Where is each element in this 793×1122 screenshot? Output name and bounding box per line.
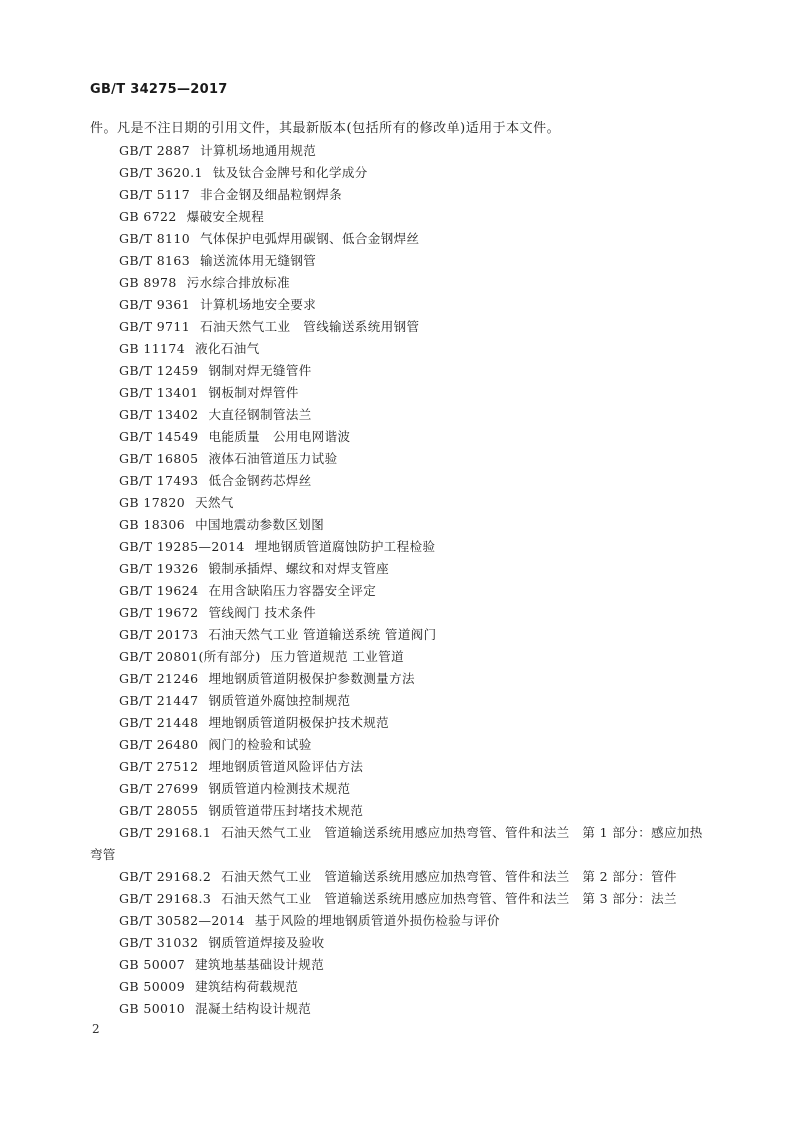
reference-item bbox=[90, 932, 710, 954]
document-code-header: GB/T 34275—2017 bbox=[90, 82, 228, 97]
reference-code: GB/T 2887 bbox=[119, 143, 191, 158]
reference-code: GB/T 29168.1 bbox=[119, 825, 212, 840]
reference-item bbox=[90, 382, 710, 404]
reference-code: GB 8978 bbox=[119, 275, 177, 290]
reference-item bbox=[90, 734, 710, 756]
normative-references-list bbox=[90, 140, 710, 1020]
reference-title: 钢质管道外腐蚀控制规范 bbox=[208, 693, 351, 708]
reference-code: GB 50009 bbox=[119, 979, 186, 994]
reference-item bbox=[90, 712, 710, 734]
reference-item bbox=[90, 338, 710, 360]
reference-item bbox=[90, 162, 710, 184]
reference-title: 中国地震动参数区划图 bbox=[195, 517, 325, 532]
reference-code: GB 11174 bbox=[119, 341, 186, 356]
reference-item bbox=[90, 800, 710, 822]
reference-title: 污水综合排放标准 bbox=[186, 275, 290, 290]
reference-item bbox=[90, 492, 710, 514]
reference-title: 气体保护电弧焊用碳钢、低合金钢焊丝 bbox=[200, 231, 420, 246]
reference-title: 管线阀门 技术条件 bbox=[208, 605, 317, 620]
reference-code: GB/T 19672 bbox=[119, 605, 199, 620]
reference-title: 钢质管道带压封堵技术规范 bbox=[208, 803, 364, 818]
reference-title: 计算机场地安全要求 bbox=[200, 297, 317, 312]
reference-item bbox=[90, 206, 710, 228]
reference-title: 非合金钢及细晶粒钢焊条 bbox=[200, 187, 343, 202]
reference-code: GB/T 9711 bbox=[119, 319, 191, 334]
reference-title: 液化石油气 bbox=[195, 341, 260, 356]
reference-item bbox=[90, 272, 710, 294]
reference-title: 石油天然气工业 管道输送系统用感应加热弯管、管件和法兰 第 2 部分：管件 bbox=[221, 869, 677, 884]
reference-item bbox=[90, 624, 710, 646]
reference-title: 电能质量 公用电网谐波 bbox=[208, 429, 351, 444]
reference-title: 石油天然气工业 管道输送系统 管道阀门 bbox=[208, 627, 437, 642]
reference-item bbox=[90, 976, 710, 998]
reference-title: 计算机场地通用规范 bbox=[200, 143, 317, 158]
intro-paragraph: 件。凡是不注日期的引用文件，其最新版本(包括所有的修改单)适用于本文件。 bbox=[90, 121, 561, 136]
reference-item bbox=[90, 228, 710, 250]
reference-title: 输送流体用无缝钢管 bbox=[200, 253, 317, 268]
reference-item bbox=[90, 888, 710, 910]
reference-item bbox=[90, 954, 710, 976]
reference-item bbox=[90, 448, 710, 470]
reference-item bbox=[90, 426, 710, 448]
reference-title: 埋地钢质管道阴极保护参数测量方法 bbox=[208, 671, 415, 686]
reference-item bbox=[90, 294, 710, 316]
reference-item bbox=[90, 514, 710, 536]
reference-title: 阀门的检验和试验 bbox=[208, 737, 312, 752]
reference-code: GB 50010 bbox=[119, 1001, 186, 1016]
reference-title: 液体石油管道压力试验 bbox=[208, 451, 338, 466]
reference-item bbox=[90, 360, 710, 382]
reference-code: GB/T 27512 bbox=[119, 759, 199, 774]
reference-code: GB/T 19624 bbox=[119, 583, 199, 598]
reference-title: 锻制承插焊、螺纹和对焊支管座 bbox=[208, 561, 390, 576]
reference-title: 埋地钢质管道阴极保护技术规范 bbox=[208, 715, 390, 730]
reference-code: GB/T 17493 bbox=[119, 473, 199, 488]
reference-title: 石油天然气工业 管道输送系统用感应加热弯管、管件和法兰 第 3 部分：法兰 bbox=[221, 891, 677, 906]
reference-title: 钢板制对焊管件 bbox=[208, 385, 299, 400]
reference-title: 爆破安全规程 bbox=[186, 209, 265, 224]
reference-code: GB/T 28055 bbox=[119, 803, 199, 818]
reference-item bbox=[90, 558, 710, 580]
reference-code: GB 18306 bbox=[119, 517, 186, 532]
reference-title: 石油天然气工业 管道输送系统用感应加热弯管、管件和法兰 第 1 部分：感应加热弯管 bbox=[90, 825, 703, 862]
reference-item bbox=[90, 470, 710, 492]
reference-item bbox=[90, 250, 710, 272]
reference-item bbox=[90, 910, 710, 932]
reference-code: GB/T 27699 bbox=[119, 781, 199, 796]
reference-title: 在用含缺陷压力容器安全评定 bbox=[208, 583, 377, 598]
reference-title: 石油天然气工业 管线输送系统用钢管 bbox=[200, 319, 420, 334]
reference-code: GB/T 19326 bbox=[119, 561, 199, 576]
reference-code: GB/T 9361 bbox=[119, 297, 191, 312]
reference-code: GB/T 20173 bbox=[119, 627, 199, 642]
reference-item bbox=[90, 756, 710, 778]
reference-title: 钢质管道焊接及验收 bbox=[208, 935, 325, 950]
reference-title: 低合金钢药芯焊丝 bbox=[208, 473, 312, 488]
reference-title: 混凝土结构设计规范 bbox=[195, 1001, 312, 1016]
reference-title: 埋地钢质管道腐蚀防护工程检验 bbox=[254, 539, 436, 554]
reference-title: 钛及钛合金牌号和化学成分 bbox=[212, 165, 368, 180]
reference-item bbox=[90, 646, 710, 668]
reference-code: GB/T 21448 bbox=[119, 715, 199, 730]
reference-item bbox=[90, 140, 710, 162]
reference-item bbox=[90, 998, 710, 1020]
reference-title: 建筑地基基础设计规范 bbox=[195, 957, 325, 972]
reference-item bbox=[90, 580, 710, 602]
reference-title: 大直径钢制管法兰 bbox=[208, 407, 312, 422]
reference-code: GB/T 5117 bbox=[119, 187, 191, 202]
reference-item bbox=[90, 778, 710, 800]
reference-item bbox=[90, 822, 710, 866]
reference-code: GB/T 13402 bbox=[119, 407, 199, 422]
reference-code: GB 6722 bbox=[119, 209, 177, 224]
reference-item bbox=[90, 866, 710, 888]
reference-item bbox=[90, 404, 710, 426]
reference-code: GB/T 19285—2014 bbox=[119, 539, 245, 554]
reference-code: GB 17820 bbox=[119, 495, 186, 510]
reference-title: 埋地钢质管道风险评估方法 bbox=[208, 759, 364, 774]
reference-code: GB/T 21447 bbox=[119, 693, 199, 708]
reference-code: GB/T 3620.1 bbox=[119, 165, 203, 180]
reference-item bbox=[90, 536, 710, 558]
reference-code: GB/T 30582—2014 bbox=[119, 913, 245, 928]
reference-code: GB/T 8163 bbox=[119, 253, 191, 268]
reference-code: GB/T 14549 bbox=[119, 429, 199, 444]
reference-title: 钢质管道内检测技术规范 bbox=[208, 781, 351, 796]
reference-title: 压力管道规范 工业管道 bbox=[270, 649, 404, 664]
reference-item bbox=[90, 184, 710, 206]
reference-code: GB/T 20801(所有部分) bbox=[119, 649, 261, 664]
reference-code: GB/T 29168.2 bbox=[119, 869, 212, 884]
reference-title: 天然气 bbox=[195, 495, 234, 510]
reference-code: GB/T 21246 bbox=[119, 671, 199, 686]
reference-code: GB/T 29168.3 bbox=[119, 891, 212, 906]
reference-code: GB/T 16805 bbox=[119, 451, 199, 466]
reference-item bbox=[90, 602, 710, 624]
reference-title: 钢制对焊无缝管件 bbox=[208, 363, 312, 378]
reference-item bbox=[90, 668, 710, 690]
reference-code: GB/T 26480 bbox=[119, 737, 199, 752]
reference-title: 基于风险的埋地钢质管道外损伤检验与评价 bbox=[254, 913, 500, 928]
reference-title: 建筑结构荷载规范 bbox=[195, 979, 299, 994]
page-number: 2 bbox=[92, 1022, 100, 1036]
reference-code: GB 50007 bbox=[119, 957, 186, 972]
reference-item bbox=[90, 316, 710, 338]
reference-item bbox=[90, 690, 710, 712]
reference-code: GB/T 8110 bbox=[119, 231, 191, 246]
reference-code: GB/T 12459 bbox=[119, 363, 199, 378]
reference-code: GB/T 13401 bbox=[119, 385, 199, 400]
reference-code: GB/T 31032 bbox=[119, 935, 199, 950]
